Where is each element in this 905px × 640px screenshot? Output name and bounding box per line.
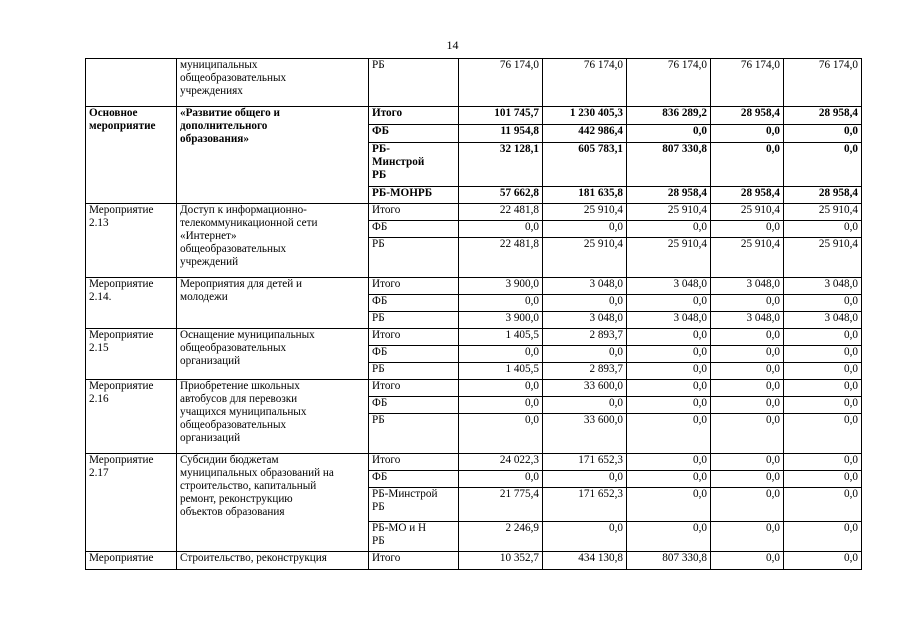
- measure-description-cell: муниципальных общеобразовательных учреждениях: [177, 59, 369, 107]
- funding-source-cell: РБ-МОНРБ: [369, 187, 459, 204]
- funding-source-cell: РБ: [369, 59, 459, 107]
- value-cell: 0,0: [459, 221, 543, 238]
- value-cell: 1 230 405,3: [543, 107, 627, 125]
- value-cell: 0,0: [627, 380, 711, 397]
- value-cell: 2 246,9: [459, 522, 543, 552]
- table-row: [86, 380, 862, 397]
- value-cell: 0,0: [459, 397, 543, 414]
- value-cell: 0,0: [543, 397, 627, 414]
- value-cell: 0,0: [711, 363, 784, 380]
- measure-name-cell: Основное мероприятие: [86, 107, 177, 204]
- funding-source-cell: ФБ: [369, 295, 459, 312]
- value-cell: 25 910,4: [543, 204, 627, 221]
- funding-source-cell: Итого: [369, 204, 459, 221]
- measure-name-cell: Мероприятие: [86, 552, 177, 570]
- table-row: [86, 107, 862, 125]
- value-cell: 434 130,8: [543, 552, 627, 570]
- value-cell: 0,0: [543, 221, 627, 238]
- value-cell: 0,0: [627, 221, 711, 238]
- value-cell: 0,0: [784, 454, 862, 471]
- value-cell: 24 022,3: [459, 454, 543, 471]
- value-cell: 2 893,7: [543, 363, 627, 380]
- value-cell: 0,0: [711, 380, 784, 397]
- value-cell: 3 900,0: [459, 278, 543, 295]
- value-cell: 76 174,0: [459, 59, 543, 107]
- value-cell: 22 481,8: [459, 238, 543, 278]
- value-cell: 442 986,4: [543, 125, 627, 143]
- value-cell: 0,0: [459, 380, 543, 397]
- value-cell: 0,0: [627, 454, 711, 471]
- value-cell: 3 048,0: [543, 312, 627, 329]
- table-row: [86, 59, 862, 107]
- value-cell: 0,0: [711, 221, 784, 238]
- value-cell: 2 893,7: [543, 329, 627, 346]
- value-cell: 25 910,4: [784, 204, 862, 221]
- value-cell: 3 048,0: [784, 278, 862, 295]
- value-cell: 0,0: [784, 488, 862, 522]
- value-cell: 21 775,4: [459, 488, 543, 522]
- value-cell: 28 958,4: [711, 107, 784, 125]
- value-cell: 33 600,0: [543, 414, 627, 454]
- value-cell: 33 600,0: [543, 380, 627, 397]
- value-cell: 171 652,3: [543, 454, 627, 471]
- value-cell: 28 958,4: [784, 187, 862, 204]
- measure-name-cell: Мероприятие 2.14.: [86, 278, 177, 329]
- value-cell: 0,0: [627, 363, 711, 380]
- funding-source-cell: РБ-МО и Н РБ: [369, 522, 459, 552]
- value-cell: 0,0: [784, 221, 862, 238]
- measure-name-cell: Мероприятие 2.16: [86, 380, 177, 454]
- measure-description-cell: Приобретение школьных автобусов для перевозки учащихся муниципальных общеобразовательных организаций: [177, 380, 369, 454]
- value-cell: 0,0: [711, 414, 784, 454]
- value-cell: 25 910,4: [627, 204, 711, 221]
- value-cell: 3 048,0: [711, 312, 784, 329]
- value-cell: 25 910,4: [711, 204, 784, 221]
- value-cell: 3 048,0: [627, 278, 711, 295]
- value-cell: 0,0: [627, 346, 711, 363]
- value-cell: 0,0: [784, 397, 862, 414]
- value-cell: 10 352,7: [459, 552, 543, 570]
- value-cell: 0,0: [627, 397, 711, 414]
- funding-source-cell: РБ: [369, 312, 459, 329]
- value-cell: 0,0: [459, 346, 543, 363]
- funding-source-cell: РБ- Минстрой РБ: [369, 143, 459, 187]
- value-cell: 0,0: [711, 143, 784, 187]
- measure-description-cell: Оснащение муниципальных общеобразовательных организаций: [177, 329, 369, 380]
- value-cell: 0,0: [711, 125, 784, 143]
- value-cell: 0,0: [711, 488, 784, 522]
- measure-description-cell: Доступ к информационно- телекоммуникационной сети «Интернет» общеобразовательных учреждений: [177, 204, 369, 278]
- funding-source-cell: РБ: [369, 363, 459, 380]
- value-cell: 0,0: [711, 552, 784, 570]
- value-cell: 0,0: [784, 346, 862, 363]
- value-cell: 28 958,4: [711, 187, 784, 204]
- value-cell: 0,0: [543, 295, 627, 312]
- value-cell: 0,0: [784, 552, 862, 570]
- value-cell: 0,0: [711, 397, 784, 414]
- budget-table: [85, 58, 862, 570]
- value-cell: 3 048,0: [784, 312, 862, 329]
- value-cell: 0,0: [784, 295, 862, 312]
- value-cell: 181 635,8: [543, 187, 627, 204]
- measure-name-cell: [86, 59, 177, 107]
- funding-source-cell: ФБ: [369, 471, 459, 488]
- measure-name-cell: Мероприятие 2.15: [86, 329, 177, 380]
- table-row: [86, 204, 862, 221]
- value-cell: 76 174,0: [784, 59, 862, 107]
- value-cell: 76 174,0: [711, 59, 784, 107]
- value-cell: 25 910,4: [711, 238, 784, 278]
- value-cell: 11 954,8: [459, 125, 543, 143]
- value-cell: 28 958,4: [627, 187, 711, 204]
- value-cell: 0,0: [711, 522, 784, 552]
- value-cell: 0,0: [459, 471, 543, 488]
- value-cell: 76 174,0: [543, 59, 627, 107]
- funding-source-cell: Итого: [369, 278, 459, 295]
- value-cell: 807 330,8: [627, 552, 711, 570]
- value-cell: 0,0: [627, 125, 711, 143]
- value-cell: 3 900,0: [459, 312, 543, 329]
- value-cell: 807 330,8: [627, 143, 711, 187]
- table-row: [86, 552, 862, 570]
- funding-source-cell: РБ: [369, 414, 459, 454]
- value-cell: 0,0: [784, 471, 862, 488]
- value-cell: 0,0: [784, 380, 862, 397]
- funding-source-cell: ФБ: [369, 125, 459, 143]
- value-cell: 0,0: [784, 125, 862, 143]
- value-cell: 32 128,1: [459, 143, 543, 187]
- value-cell: 0,0: [784, 329, 862, 346]
- value-cell: 0,0: [627, 329, 711, 346]
- value-cell: 0,0: [711, 471, 784, 488]
- funding-source-cell: Итого: [369, 454, 459, 471]
- table-row: [86, 329, 862, 346]
- funding-source-cell: ФБ: [369, 346, 459, 363]
- table-row: [86, 278, 862, 295]
- measure-description-cell: «Развитие общего и дополнительного образования»: [177, 107, 369, 204]
- value-cell: 0,0: [784, 414, 862, 454]
- measure-description-cell: Субсидии бюджетам муниципальных образований на строительство, капитальный ремонт, реконструкцию объектов образования: [177, 454, 369, 552]
- value-cell: 0,0: [711, 346, 784, 363]
- table-row: [86, 454, 862, 471]
- value-cell: 25 910,4: [784, 238, 862, 278]
- value-cell: 25 910,4: [627, 238, 711, 278]
- value-cell: 0,0: [543, 522, 627, 552]
- funding-source-cell: Итого: [369, 552, 459, 570]
- value-cell: 3 048,0: [711, 278, 784, 295]
- measure-name-cell: Мероприятие 2.17: [86, 454, 177, 552]
- value-cell: 0,0: [784, 143, 862, 187]
- value-cell: 1 405,5: [459, 329, 543, 346]
- funding-source-cell: Итого: [369, 380, 459, 397]
- value-cell: 1 405,5: [459, 363, 543, 380]
- page-number: 14: [446, 38, 459, 52]
- funding-source-cell: РБ-Минстрой РБ: [369, 488, 459, 522]
- value-cell: 0,0: [784, 522, 862, 552]
- value-cell: 0,0: [543, 471, 627, 488]
- measure-description-cell: Мероприятия для детей и молодежи: [177, 278, 369, 329]
- funding-source-cell: РБ: [369, 238, 459, 278]
- value-cell: 28 958,4: [784, 107, 862, 125]
- value-cell: 0,0: [711, 329, 784, 346]
- value-cell: 22 481,8: [459, 204, 543, 221]
- value-cell: 0,0: [627, 471, 711, 488]
- value-cell: 76 174,0: [627, 59, 711, 107]
- value-cell: 101 745,7: [459, 107, 543, 125]
- value-cell: 0,0: [627, 522, 711, 552]
- value-cell: 836 289,2: [627, 107, 711, 125]
- value-cell: 0,0: [627, 488, 711, 522]
- value-cell: 0,0: [627, 414, 711, 454]
- value-cell: 0,0: [543, 346, 627, 363]
- value-cell: 0,0: [459, 414, 543, 454]
- funding-source-cell: Итого: [369, 329, 459, 346]
- funding-source-cell: Итого: [369, 107, 459, 125]
- value-cell: 3 048,0: [627, 312, 711, 329]
- measure-name-cell: Мероприятие 2.13: [86, 204, 177, 278]
- value-cell: 605 783,1: [543, 143, 627, 187]
- value-cell: 171 652,3: [543, 488, 627, 522]
- funding-source-cell: ФБ: [369, 221, 459, 238]
- value-cell: 0,0: [711, 295, 784, 312]
- measure-description-cell: Строительство, реконструкция: [177, 552, 369, 570]
- value-cell: 25 910,4: [543, 238, 627, 278]
- funding-source-cell: ФБ: [369, 397, 459, 414]
- value-cell: 0,0: [627, 295, 711, 312]
- value-cell: 0,0: [784, 363, 862, 380]
- value-cell: 0,0: [711, 454, 784, 471]
- value-cell: 57 662,8: [459, 187, 543, 204]
- value-cell: 3 048,0: [543, 278, 627, 295]
- value-cell: 0,0: [459, 295, 543, 312]
